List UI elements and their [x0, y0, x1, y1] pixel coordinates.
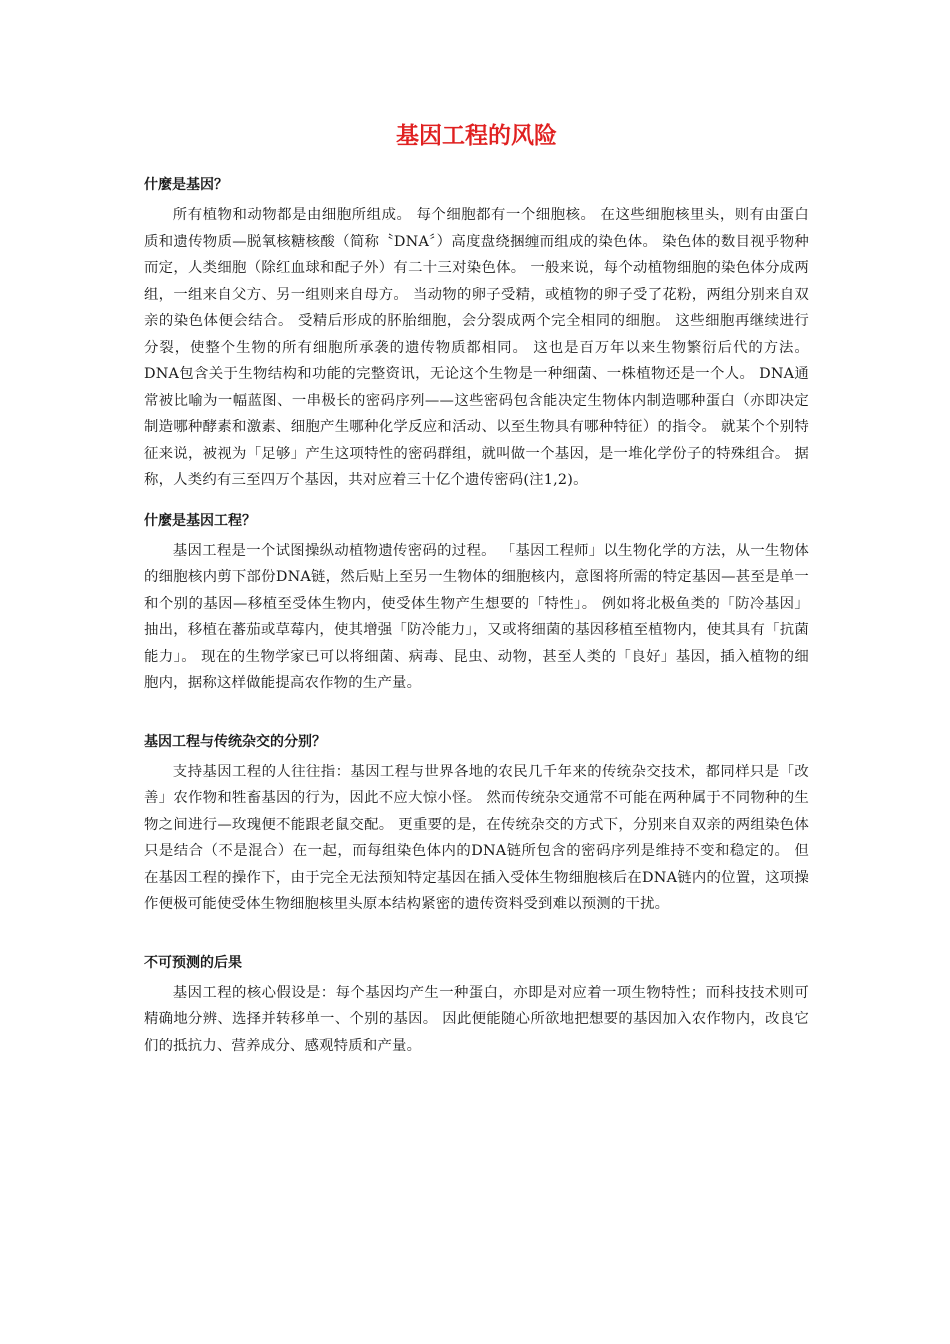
section-paragraph-what-is-gene: 所有植物和动物都是由细胞所组成。 每个细胞都有一个细胞核。 在这些细胞核里头，则有由蛋白质和遗传物质—脱氧核糖核酸（简称〝DNA〞）高度盘绕捆缠而组成的染色体。 染色体的数目视乎物种而定，人类细胞（除红血球和配子外）有二十三对染色体。 一般来说，每个动植物细胞的染色体分成两组，一组来自父方、另一组则来自母方。 当动物的卵子受精，或植物的卵子受了花粉，两组分别来自双亲的染色体便会结合。 受精后形成的肧胎细胞，会分裂成两个完全相同的细胞。 这些细胞再继续进行分裂，使整个生物的所有细胞所承袭的遗传物质都相同。 这也是百万年以来生物繁衍后代的方法。 DNA包含关于生物结构和功能的完整资讯，无论这个生物是一种细菌、一株植物还是一个人。 DNA通常被比喻为一幅蓝图、一串极长的密码序列——这些密码包含能决定生物体内制造哪种蛋白（亦即决定制造哪种酵素和激素、细胞产生哪种化学反应和活动、以至生物具有哪种特征）的指令。 就某个个别特征来说，被视为「足够」产生这项特性的密码群组，就叫做一个基因，是一堆化学份子的特殊组合。 据称，人类约有三至四万个基因，共对应着三十亿个遗传密码(注1,2)。 [144, 207, 809, 488]
section-heading-unpredictable-consequences: 不可预测的后果 [144, 954, 242, 971]
section-heading-difference-from-hybridization: 基因工程与传统杂交的分别？ [144, 733, 326, 750]
section-paragraph-unpredictable-consequences: 基因工程的核心假设是：每个基因均产生一种蛋白，亦即是对应着一项生物特性；而科技技术则可精确地分辨、选择并转移单一、个别的基因。 因此便能随心所欲地把想要的基因加入农作物内，改良它们的抵抗力、营养成分、感观特质和产量。 [144, 984, 809, 1054]
section-paragraph-difference-from-hybridization: 支持基因工程的人往往指：基因工程与世界各地的农民几千年来的传统杂交技术，都同样只是「改善」农作物和牲畜基因的行为，因此不应大惊小怪。 然而传统杂交通常不可能在两种属于不同物种的生物之间进行—玫瑰便不能跟老鼠交配。 更重要的是，在传统杂交的方式下，分别来自双亲的两组染色体只是结合（不是混合）在一起，而每组染色体内的DNA链所包含的密码序列是维持不变和稳定的。 但在基因工程的操作下，由于完全无法预知特定基因在插入受体生物细胞核后在DNA链内的位置，这项操作便极可能使受体生物细胞核里头原本结构紧密的遗传资料受到难以预测的干扰。 [144, 763, 809, 912]
document-page [144, 118, 809, 1059]
section-paragraph-what-is-genetic-engineering: 基因工程是一个试图操纵动植物遗传密码的过程。 「基因工程师」以生物化学的方法，从一生物体的细胞核内剪下部份DNA链，然后贴上至另一生物体的细胞核内，意图将所需的特定基因—甚至是单一和个别的基因—移植至受体生物内，使受体生物产生想要的「特性」。 例如将北极鱼类的「防冷基因」抽出，移植在蕃茄或草莓内，使其增强「防冷能力」，又或将细菌的基因移植至植物内，使其具有「抗菌能力」。 现在的生物学家已可以将细菌、病毒、昆虫、动物，甚至人类的「良好」基因，插入植物的细胞内，据称这样做能提高农作物的生产量。 [144, 542, 809, 691]
section-heading-what-is-genetic-engineering: 什麼是基因工程？ [144, 512, 256, 529]
page-title: 基因工程的风险 [396, 123, 557, 149]
section-heading-what-is-gene: 什麼是基因？ [144, 177, 228, 193]
